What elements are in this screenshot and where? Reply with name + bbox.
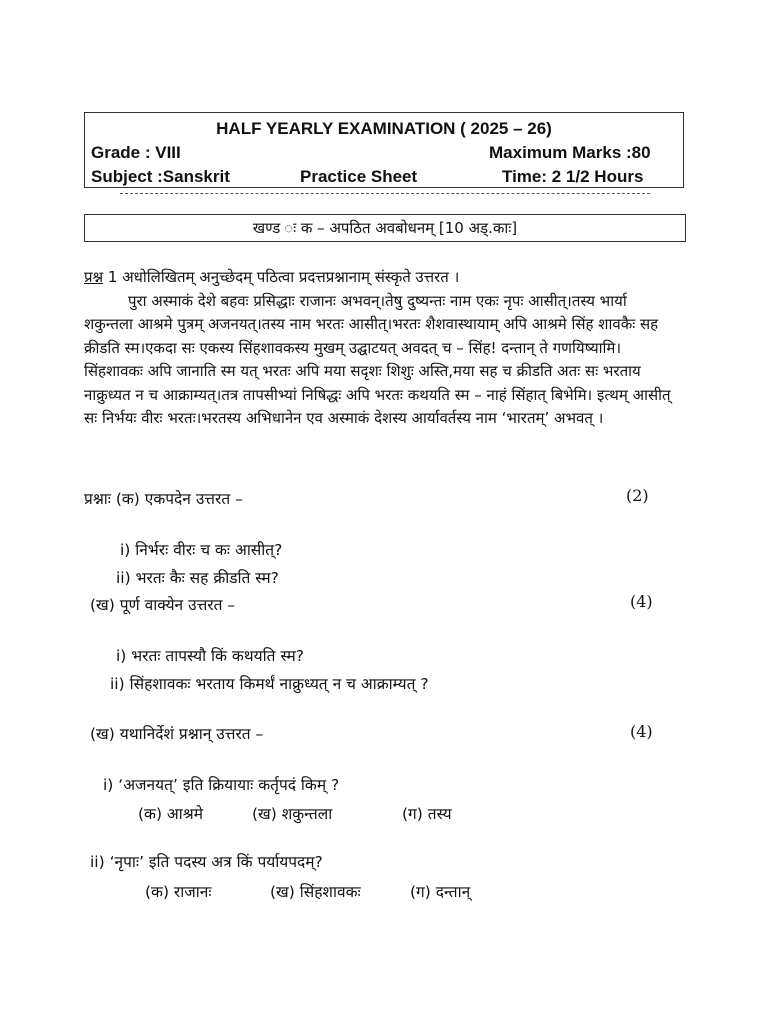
part-a-question-1: i) निर्भरः वीरः च कः आसीत्? [120,541,283,559]
header-row-grade [85,143,683,165]
part-c-heading: (ख) यथानिर्देशं प्रश्नान् उत्तरत – [90,725,264,743]
part-c-marks: (4) [630,722,653,741]
q1-option-b: (ख) शकुन्तला [252,805,333,823]
part-c-question-1: i) ‘अजनयत्’ इति क्रियायाः कर्तृपदं किम् ? [103,776,340,794]
part-a-heading: प्रश्नाः (क) एकपदेन उत्तरत – [84,490,243,508]
exam-title: HALF YEARLY EXAMINATION ( 2025 – 26) [216,119,552,138]
q2-option-a: (क) राजानः [145,883,212,901]
max-marks-label: Maximum Marks :80 [489,143,651,162]
part-b-marks: (4) [630,592,653,611]
header-row-subject [85,167,683,189]
part-b-heading: (ख) पूर्ण वाक्येन उत्तरत – [90,596,236,614]
passage-text: पुरा अस्माकं देशे बहवः प्रसिद्धाः राजानः अभवन्।तेषु दुष्यन्तः नाम एकः नृपः आसीत्।तस्य भार्या शकुन्तला आश्रमे पुत्रम् अजनयत्।तस्य नाम भरतः आसीत्।भरतः शैशवास्थायाम् अपि आश्रमे सिंह शावकैः सह क्रीडति स्म।एकदा सः एकस्य सिंहशावकस्य मुखम् उद्घाटयत् अवदत् च – सिंह! दन्तान् ते गणयिष्यामि।सिंहशावकः अपि जानाति स्म यत् भरतः अपि मया सदृशः शिशुः अस्ति,मया सह च क्रीडति अतः सः भरताय नाक्रुध्यत न च आक्राम्यत्।तत्र तापसीभ्यां निषिद्धः अपि भरतः कथयति स्म – नाहं सिंहात् बिभेमि। इत्थम् आसीत् सः निर्भयः वीरः भरतः।भरतस्य अभिधानेन एव अस्माकं देशस्य आर्यावर्तस्य नाम ‘भारतम्’ अभवत् । [84,291,671,427]
time-label: Time: 2 1/2 Hours [502,167,644,186]
q1-option-a: (क) आश्रमे [138,805,204,823]
part-a-marks: (2) [626,486,649,505]
q2-option-b: (ख) सिंहशावकः [270,883,361,901]
section-heading: खण्ड ः क – अपठित अवबोधनम् [10 अड्.काः] [84,214,686,242]
question-1-instruction [84,266,674,290]
question-1-block [84,266,674,431]
grade-label: Grade : VIII [91,143,181,162]
part-b-question-1: i) भरतः तापस्यौ किं कथयति स्म? [116,647,304,665]
dashed-divider [120,193,650,202]
exam-header [84,112,684,188]
q2-option-c: (ग) दन्तान् [410,883,471,901]
part-b-question-2: ii) सिंहशावकः भरताय किमर्थं नाक्रुध्यत् न च आक्राम्यत् ? [110,675,429,693]
part-a-question-2: ii) भरतः कैः सह क्रीडति स्म? [116,569,279,587]
part-c-question-2: ii) ‘नृपाः’ इति पदस्य अत्र किं पर्यायपदम्? [90,853,323,871]
q1-option-c: (ग) तस्य [402,805,452,823]
subject-label: Subject :Sanskrit [91,167,230,186]
question-label: प्रश्न [84,268,104,286]
sheet-label: Practice Sheet [300,167,418,186]
question-1-text: 1 अधोलिखितम् अनुच्छेदम् पठित्वा प्रदत्तप्रश्नानाम् संस्कृते उत्तरत । [103,268,460,286]
